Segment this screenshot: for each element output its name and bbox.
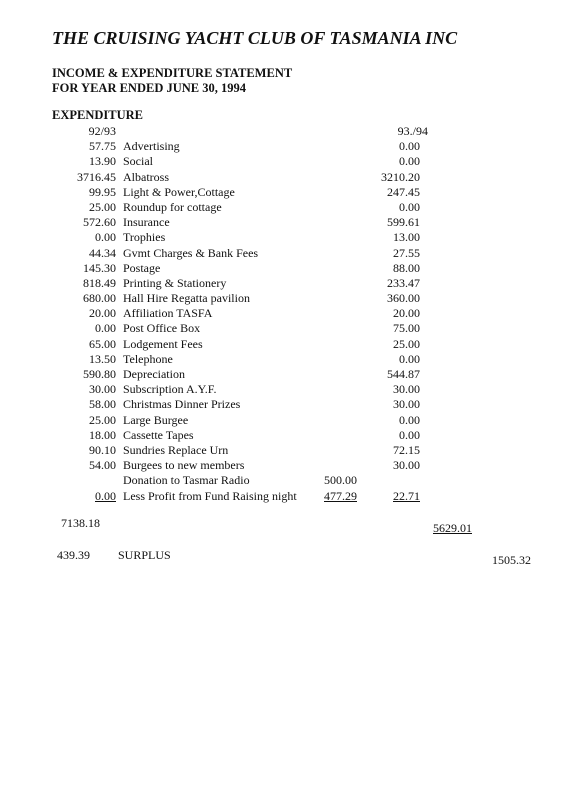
expense-description: Depreciation (123, 367, 185, 381)
expense-description: Post Office Box (123, 321, 201, 336)
previous-year-amount: 58.00 (89, 397, 116, 412)
current-year-amount: 0.00 (399, 351, 420, 366)
table-row (0, 367, 564, 382)
current-year-amount: 72.15 (393, 442, 420, 457)
previous-year-amount: 0.00 (95, 230, 116, 245)
column-header-row (0, 124, 564, 139)
previous-year-amount: 145.30 (83, 260, 116, 275)
expense-description: Postage (123, 260, 161, 275)
table-row (0, 397, 564, 412)
surplus-current-year: 1505.32 (492, 553, 531, 567)
previous-year-amount: 680.00 (83, 291, 116, 306)
section-heading-expenditure: EXPENDITURE (52, 108, 143, 122)
expense-description: Affiliation TASFA (123, 306, 213, 321)
current-year-amount: 599.61 (387, 215, 420, 230)
total-current-year: 5629.01 (433, 521, 472, 535)
expense-description: Roundup for cottage (123, 199, 222, 214)
previous-year-amount: 13.90 (89, 154, 116, 169)
previous-year-amount: 0.00 (95, 488, 116, 503)
previous-year-amount: 65.00 (89, 336, 116, 351)
expense-description: Telephone (123, 351, 173, 366)
table-row (0, 428, 564, 443)
expense-description: Social (123, 154, 153, 169)
previous-year-amount: 572.60 (83, 215, 116, 230)
current-year-amount: 0.00 (399, 139, 420, 154)
expense-description: Less Profit from Fund Raising night (123, 488, 297, 503)
expense-description: Insurance (123, 215, 170, 230)
statement-period: FOR YEAR ENDED JUNE 30, 1994 (52, 81, 246, 95)
current-year-amount: 13.00 (393, 230, 420, 245)
expense-description: Trophies (123, 230, 166, 245)
previous-year-amount: 99.95 (89, 184, 116, 199)
table-row (0, 382, 564, 397)
expense-description: Burgees to new members (123, 458, 245, 473)
previous-year-amount: 44.34 (89, 245, 116, 260)
previous-year-amount: 57.75 (89, 139, 116, 154)
current-year-amount: 0.00 (399, 412, 420, 427)
expense-description: Large Burgee (123, 412, 189, 427)
current-year-amount: 0.00 (399, 154, 420, 169)
table-row (0, 200, 564, 215)
expense-description: Albatross (123, 169, 169, 184)
surplus-previous-year: 439.39 (57, 548, 90, 562)
expense-description: Cassette Tapes (123, 427, 194, 442)
table-row (0, 489, 564, 504)
surplus-label: SURPLUS (118, 548, 171, 562)
table-row (0, 458, 564, 473)
statement-title: INCOME & EXPENDITURE STATEMENT (52, 66, 293, 80)
current-year-amount: 30.00 (393, 458, 420, 473)
previous-year-amount: 590.80 (83, 367, 116, 381)
table-row (0, 230, 564, 245)
current-year-amount: 27.55 (393, 245, 420, 260)
previous-year-amount: 18.00 (89, 427, 116, 442)
previous-year-amount: 54.00 (89, 458, 116, 473)
current-year-amount: 30.00 (393, 382, 420, 397)
table-row (0, 215, 564, 230)
current-year-amount: 30.00 (393, 397, 420, 412)
current-year-amount: 247.45 (387, 184, 420, 199)
table-row (0, 337, 564, 352)
expense-description: Gvmt Charges & Bank Fees (123, 245, 259, 260)
table-row (0, 261, 564, 276)
table-row (0, 291, 564, 306)
column-header-current-year: 93./94 (397, 124, 428, 138)
expense-description: Printing & Stationery (123, 275, 227, 290)
current-year-amount: 233.47 (387, 275, 420, 290)
table-row (0, 185, 564, 200)
table-row (0, 154, 564, 169)
current-year-amount: 3210.20 (381, 169, 420, 184)
expenditure-table (0, 124, 564, 504)
expense-description: Christmas Dinner Prizes (123, 397, 241, 412)
current-year-amount: 75.00 (393, 321, 420, 336)
table-row (0, 306, 564, 321)
table-row (0, 473, 564, 488)
previous-year-amount: 20.00 (89, 306, 116, 321)
table-row (0, 246, 564, 261)
sub-amount: 500.00 (324, 473, 357, 488)
expense-description: Advertising (123, 139, 180, 154)
previous-year-amount: 3716.45 (77, 169, 116, 184)
table-row (0, 321, 564, 336)
expense-description: Sundries Replace Urn (123, 442, 229, 457)
expense-description: Subscription A.Y.F. (123, 382, 217, 397)
current-year-amount: 25.00 (393, 336, 420, 351)
previous-year-amount: 30.00 (89, 382, 116, 397)
current-year-amount: 22.71 (393, 488, 420, 503)
table-row (0, 170, 564, 185)
previous-year-amount: 90.10 (89, 442, 116, 457)
previous-year-amount: 13.50 (89, 351, 116, 366)
previous-year-amount: 818.49 (83, 275, 116, 290)
sub-amount: 477.29 (324, 488, 357, 503)
table-row (0, 276, 564, 291)
current-year-amount: 88.00 (393, 260, 420, 275)
current-year-amount: 0.00 (399, 427, 420, 442)
table-row (0, 352, 564, 367)
previous-year-amount: 0.00 (95, 321, 116, 336)
table-row (0, 443, 564, 458)
current-year-amount: 0.00 (399, 199, 420, 214)
expense-description: Donation to Tasmar Radio (123, 473, 250, 488)
club-title: THE CRUISING YACHT CLUB OF TASMANIA INC (52, 28, 458, 48)
expense-description: Lodgement Fees (123, 336, 203, 351)
column-header-previous-year: 92/93 (88, 124, 116, 138)
previous-year-amount: 25.00 (89, 412, 116, 427)
current-year-amount: 360.00 (387, 291, 420, 306)
expense-description: Light & Power,Cottage (123, 184, 235, 199)
expense-description: Hall Hire Regatta pavilion (123, 291, 250, 306)
table-row (0, 139, 564, 154)
current-year-amount: 544.87 (387, 367, 420, 381)
total-previous-year: 7138.18 (61, 516, 100, 530)
table-row (0, 413, 564, 428)
previous-year-amount: 25.00 (89, 199, 116, 214)
current-year-amount: 20.00 (393, 306, 420, 321)
